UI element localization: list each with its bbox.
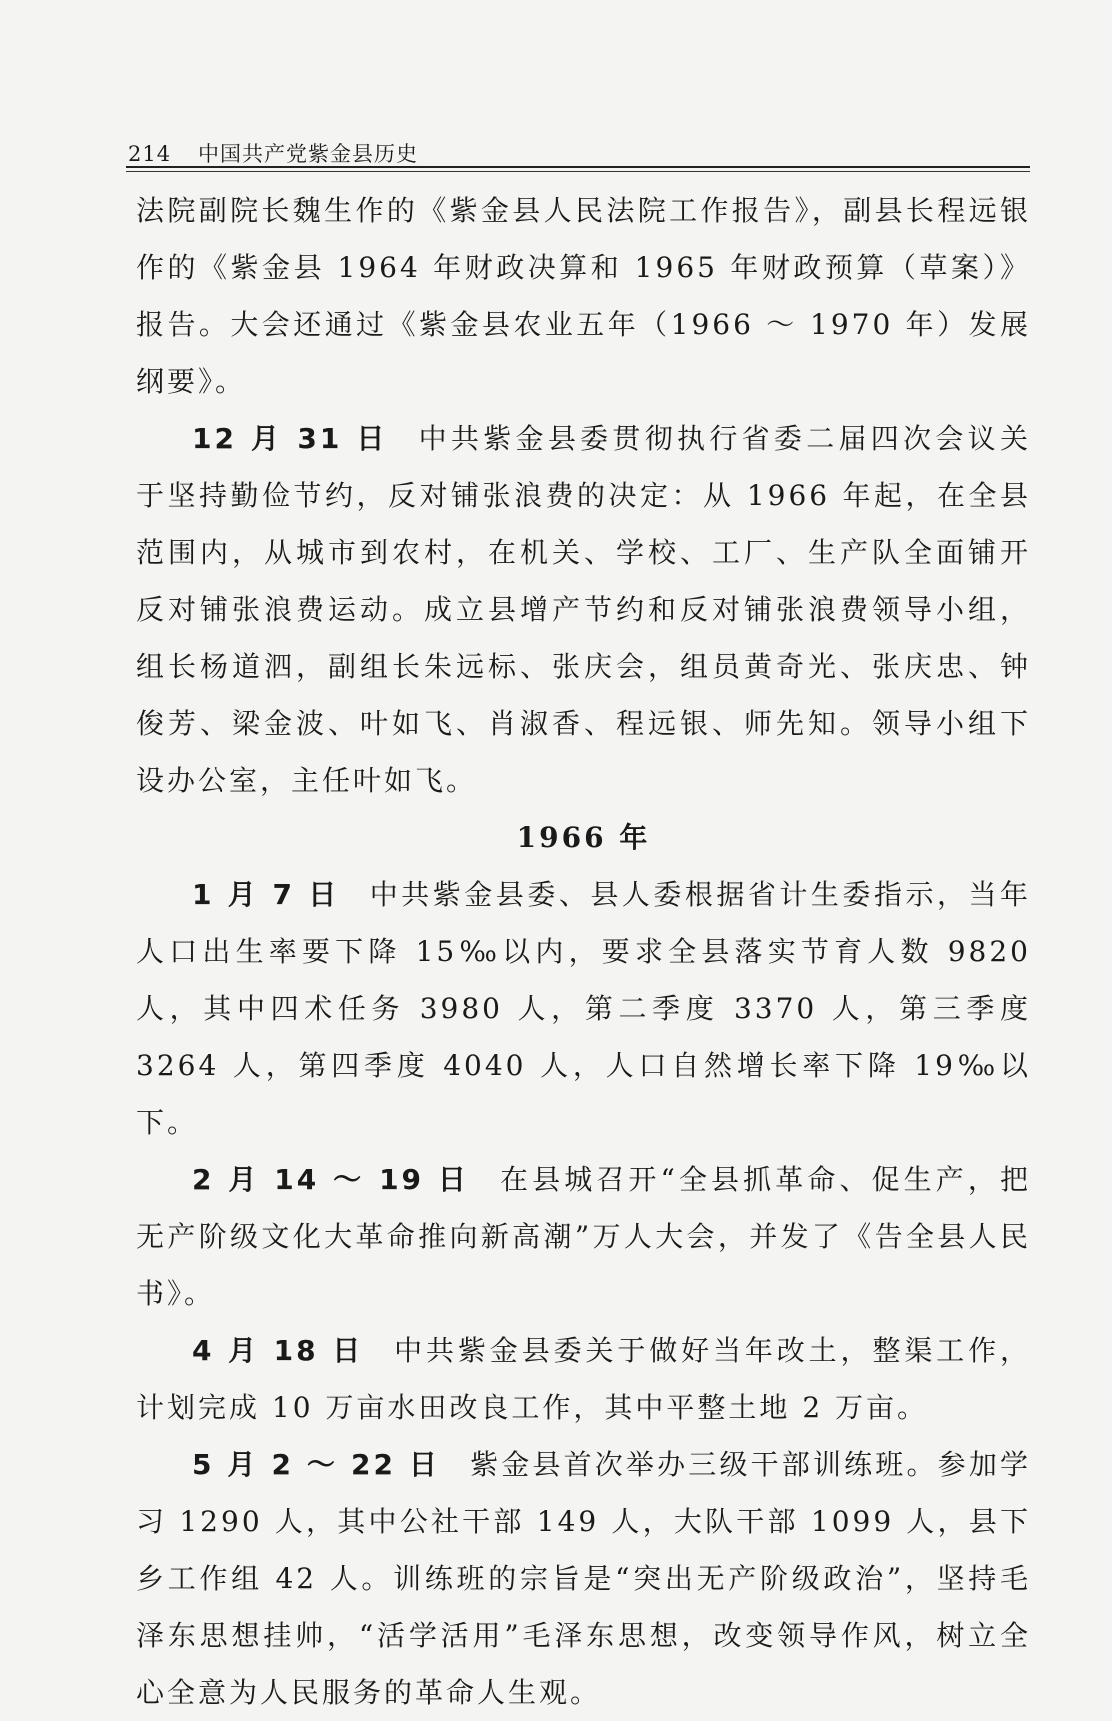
entry-text: 中共紫金县委贯彻执行省委二届四次会议关于坚持勤俭节约，反对铺张浪费的决定：从 1966 年起，在全县范围内，从城市到农村，在机关、学校、工厂、生产队全面铺开反对铺张浪费运动。成立县增产节约和反对铺张浪费领导小组，组长杨道泗，副组长朱远标、张庆会，组员黄奇光、张庆忠、钟俊芳、梁金波、叶如飞、肖淑香、程远银、师先知。领导小组下设办公室，主任叶如飞。 [136, 422, 1031, 797]
page-body [136, 182, 1031, 1721]
paragraph-text: 法院副院长魏生作的《紫金县人民法院工作报告》，副县长程远银作的《紫金县 1964 年财政决算和 1965 年财政预算（草案）》报告。大会还通过《紫金县农业五年（1966 ～ 1970 年）发展纲要》。 [136, 194, 1031, 398]
entry-date: 4 月 18 日 [192, 1334, 365, 1367]
year-heading: 1966 年 [516, 821, 651, 854]
paragraph-continuation [136, 182, 1031, 410]
entry-date: 1 月 7 日 [192, 878, 340, 911]
running-header [128, 138, 1030, 168]
entry-paragraph [136, 1436, 1031, 1721]
entry-text: 紫金县首次举办三级干部训练班。参加学习 1290 人，其中公社干部 149 人，大队干部 1099 人，县下乡工作组 42 人。训练班的宗旨是“突出无产阶级政治”，坚持毛泽东思想挂帅，“活学活用”毛泽东思想，改变领导作风，树立全心全意为人民服务的革命人生观。 [136, 1448, 1031, 1709]
entry-date: 5 月 2 ～ 22 日 [192, 1448, 441, 1481]
entry-text: 在县城召开“全县抓革命、促生产，把无产阶级文化大革命推向新高潮”万人大会，并发了《告全县人民书》。 [136, 1163, 1031, 1310]
entry-paragraph [136, 866, 1031, 1151]
entry-date: 12 月 31 日 [192, 422, 389, 455]
entry-paragraph [136, 410, 1031, 809]
book-title: 中国共产党紫金县历史 [198, 142, 418, 166]
entry-text: 中共紫金县委、县人委根据省计生委指示，当年人口出生率要下降 15‰以内，要求全县落实节育人数 9820 人，其中四术任务 3980 人，第二季度 3370 人，第三季度 3264 人，第四季度 4040 人，人口自然增长率下降 19‰以下。 [136, 878, 1031, 1139]
header-rule-thin [126, 171, 1030, 172]
header-rule-thick [126, 166, 1030, 168]
entry-date: 2 月 14 ～ 19 日 [192, 1163, 470, 1196]
entry-text: 中共紫金县委关于做好当年改土，整渠工作，计划完成 10 万亩水田改良工作，其中平整土地 2 万亩。 [136, 1334, 1031, 1424]
page-number: 214 [128, 142, 172, 166]
entry-paragraph [136, 1151, 1031, 1322]
entry-paragraph [136, 1322, 1031, 1436]
